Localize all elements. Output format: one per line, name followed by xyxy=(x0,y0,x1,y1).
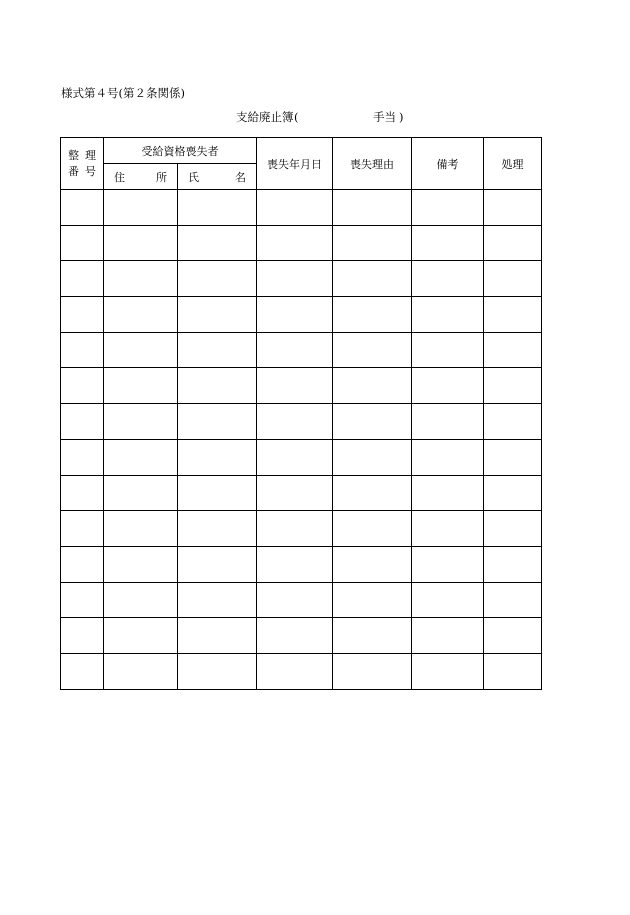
cell-seiri-bango xyxy=(61,261,104,297)
cell-biko xyxy=(412,297,484,333)
cell-jusho xyxy=(104,368,178,404)
cell-shori xyxy=(484,439,542,475)
cell-shimei xyxy=(178,546,257,582)
cell-shimei xyxy=(178,261,257,297)
cell-soshitsu-reason xyxy=(333,297,412,333)
header-biko: 備考 xyxy=(412,138,484,190)
cell-soshitsu-date xyxy=(257,439,333,475)
table-row xyxy=(61,582,542,618)
table-row xyxy=(61,368,542,404)
cell-soshitsu-date xyxy=(257,546,333,582)
cell-jusho xyxy=(104,439,178,475)
cell-soshitsu-date xyxy=(257,190,333,226)
header-shimei-b: 名 xyxy=(235,170,246,184)
cell-seiri-bango xyxy=(61,190,104,226)
cell-shori xyxy=(484,332,542,368)
cell-soshitsu-date xyxy=(257,225,333,261)
cell-seiri-bango xyxy=(61,225,104,261)
cell-shori xyxy=(484,190,542,226)
cell-seiri-bango xyxy=(61,368,104,404)
title-main: 支給廃止簿 xyxy=(236,110,294,124)
header-jusho-b: 所 xyxy=(156,170,167,184)
cell-soshitsu-date xyxy=(257,404,333,440)
cell-biko xyxy=(412,190,484,226)
document-title xyxy=(236,110,406,124)
cell-shimei xyxy=(178,190,257,226)
table-row xyxy=(61,404,542,440)
cell-jusho xyxy=(104,546,178,582)
table-row xyxy=(61,475,542,511)
header-soshitsu-date: 喪失年月日 xyxy=(257,138,333,190)
cell-soshitsu-reason xyxy=(333,225,412,261)
cell-shimei xyxy=(178,511,257,547)
cell-shori xyxy=(484,618,542,654)
cell-shori xyxy=(484,368,542,404)
cell-shimei xyxy=(178,439,257,475)
title-allowance-suffix: 手当 xyxy=(373,110,396,124)
header-seiri-bango xyxy=(61,138,104,190)
cell-soshitsu-reason xyxy=(333,511,412,547)
cell-soshitsu-date xyxy=(257,261,333,297)
cell-shimei xyxy=(178,332,257,368)
benefit-discontinuation-register xyxy=(60,137,542,690)
cell-shori xyxy=(484,261,542,297)
cell-soshitsu-date xyxy=(257,332,333,368)
table-row xyxy=(61,653,542,689)
cell-shimei xyxy=(178,475,257,511)
cell-soshitsu-reason xyxy=(333,582,412,618)
cell-jusho xyxy=(104,475,178,511)
cell-shori xyxy=(484,511,542,547)
header-jusho xyxy=(104,164,178,190)
table-row xyxy=(61,546,542,582)
cell-biko xyxy=(412,439,484,475)
cell-soshitsu-reason xyxy=(333,439,412,475)
cell-shori xyxy=(484,404,542,440)
title-close-paren: ) xyxy=(399,110,404,124)
cell-seiri-bango xyxy=(61,653,104,689)
table-row xyxy=(61,511,542,547)
cell-biko xyxy=(412,225,484,261)
cell-shori xyxy=(484,297,542,333)
cell-seiri-bango xyxy=(61,297,104,333)
cell-soshitsu-reason xyxy=(333,332,412,368)
cell-seiri-bango xyxy=(61,475,104,511)
cell-soshitsu-reason xyxy=(333,475,412,511)
form-number-label: 様式第４号(第２条関係) xyxy=(61,86,185,100)
cell-jusho xyxy=(104,653,178,689)
cell-soshitsu-reason xyxy=(333,261,412,297)
table-row xyxy=(61,332,542,368)
table-row xyxy=(61,439,542,475)
cell-soshitsu-date xyxy=(257,582,333,618)
table-row xyxy=(61,225,542,261)
cell-biko xyxy=(412,511,484,547)
cell-jusho xyxy=(104,297,178,333)
cell-soshitsu-date xyxy=(257,297,333,333)
cell-seiri-bango xyxy=(61,404,104,440)
cell-soshitsu-date xyxy=(257,475,333,511)
cell-seiri-bango xyxy=(61,582,104,618)
cell-jusho xyxy=(104,261,178,297)
cell-shimei xyxy=(178,225,257,261)
cell-shimei xyxy=(178,653,257,689)
header-shimei-a: 氏 xyxy=(188,170,199,184)
cell-soshitsu-reason xyxy=(333,368,412,404)
cell-shimei xyxy=(178,368,257,404)
cell-jusho xyxy=(104,511,178,547)
cell-soshitsu-reason xyxy=(333,190,412,226)
cell-shori xyxy=(484,475,542,511)
cell-shori xyxy=(484,225,542,261)
cell-seiri-bango xyxy=(61,546,104,582)
table-row xyxy=(61,297,542,333)
register-body xyxy=(61,190,542,690)
cell-soshitsu-date xyxy=(257,511,333,547)
table-row xyxy=(61,190,542,226)
table-row xyxy=(61,618,542,654)
cell-biko xyxy=(412,618,484,654)
cell-soshitsu-reason xyxy=(333,618,412,654)
cell-jusho xyxy=(104,225,178,261)
cell-jusho xyxy=(104,404,178,440)
cell-soshitsu-date xyxy=(257,368,333,404)
cell-seiri-bango xyxy=(61,618,104,654)
cell-soshitsu-reason xyxy=(333,546,412,582)
cell-biko xyxy=(412,653,484,689)
header-shimei xyxy=(178,164,257,190)
cell-seiri-bango xyxy=(61,511,104,547)
cell-shori xyxy=(484,546,542,582)
cell-biko xyxy=(412,332,484,368)
cell-shori xyxy=(484,653,542,689)
cell-jusho xyxy=(104,582,178,618)
header-seiri-line2: 番号 xyxy=(68,164,102,178)
cell-soshitsu-reason xyxy=(333,653,412,689)
cell-jusho xyxy=(104,332,178,368)
cell-jusho xyxy=(104,190,178,226)
cell-biko xyxy=(412,475,484,511)
cell-soshitsu-date xyxy=(257,653,333,689)
cell-shimei xyxy=(178,618,257,654)
cell-biko xyxy=(412,368,484,404)
cell-biko xyxy=(412,546,484,582)
cell-shori xyxy=(484,582,542,618)
cell-biko xyxy=(412,404,484,440)
cell-jusho xyxy=(104,618,178,654)
header-shori: 処理 xyxy=(484,138,542,190)
cell-seiri-bango xyxy=(61,332,104,368)
cell-shimei xyxy=(178,582,257,618)
header-soshitsu-reason: 喪失理由 xyxy=(333,138,412,190)
cell-shimei xyxy=(178,297,257,333)
table-row xyxy=(61,261,542,297)
cell-biko xyxy=(412,261,484,297)
cell-soshitsu-reason xyxy=(333,404,412,440)
cell-seiri-bango xyxy=(61,439,104,475)
header-seiri-line1: 整理 xyxy=(68,148,102,162)
header-jukyu-shikaku-soshitsusha: 受給資格喪失者 xyxy=(104,138,257,164)
header-jusho-a: 住 xyxy=(114,170,125,184)
cell-shimei xyxy=(178,404,257,440)
cell-soshitsu-date xyxy=(257,618,333,654)
cell-biko xyxy=(412,582,484,618)
title-open-paren: ( xyxy=(294,110,299,124)
